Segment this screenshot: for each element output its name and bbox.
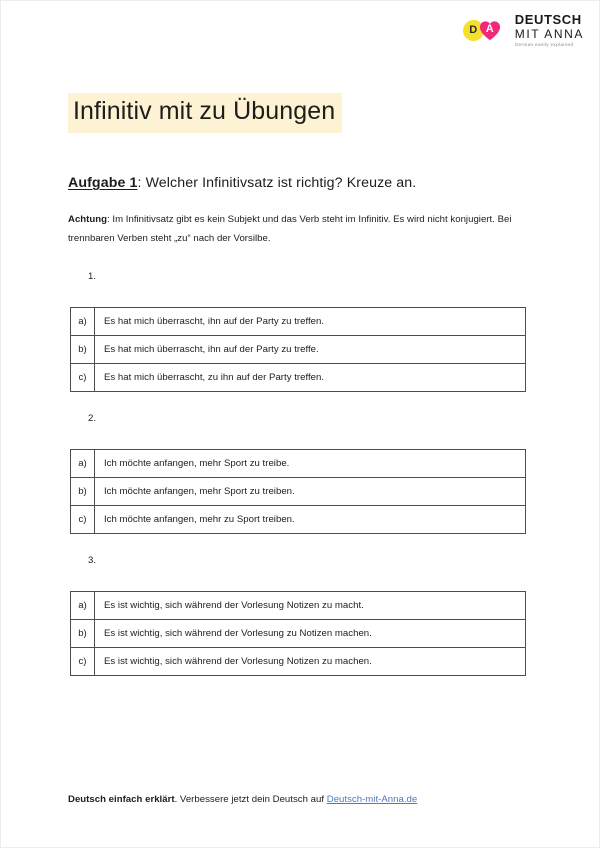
option-text[interactable]: Es hat mich überrascht, zu ihn auf der Party treffen. (95, 364, 526, 392)
logo-marks (463, 16, 509, 44)
option-label: a) (71, 450, 95, 478)
table-row[interactable] (71, 506, 526, 534)
logo-heart-a: A (485, 23, 494, 36)
question-number-1: 1. (88, 271, 97, 282)
table-row[interactable] (71, 620, 526, 648)
question-number-3: 3. (88, 555, 97, 566)
question-3-options (70, 591, 526, 676)
table-row[interactable] (71, 336, 526, 364)
option-text[interactable]: Es hat mich überrascht, ihn auf der Party zu treffe. (95, 336, 526, 364)
option-text[interactable]: Es ist wichtig, sich während der Vorlesung Notizen zu machen. (95, 648, 526, 676)
question-2-options (70, 449, 526, 534)
table-row[interactable] (71, 450, 526, 478)
logo-tagline: German easily explained (514, 42, 574, 47)
option-label: b) (71, 478, 95, 506)
heart-icon (479, 20, 501, 41)
question-number-2: 2. (88, 413, 97, 424)
option-label: b) (71, 336, 95, 364)
attention-text: : Im Infinitivsatz gibt es kein Subjekt und das Verb steht im Infinitiv. Es wird nicht konjugiert. Bei trennbaren Verben steht „zu“ nach der Vorsilbe. (68, 214, 512, 244)
attention-note (68, 211, 532, 248)
table-row[interactable] (71, 592, 526, 620)
logo-line-deutsch: DEUTSCH (514, 12, 582, 27)
page-title-wrap (68, 93, 342, 133)
logo-wordmark (515, 13, 584, 48)
option-text[interactable]: Ich möchte anfangen, mehr Sport zu treiben. (95, 478, 526, 506)
footer-bold-text: Deutsch einfach erklärt (68, 794, 175, 805)
table-row[interactable] (71, 648, 526, 676)
question-1-options (70, 307, 526, 392)
logo-circle-d: D (463, 20, 484, 41)
footer-text: . Verbessere jetzt dein Deutsch auf (174, 794, 327, 805)
option-label: c) (71, 648, 95, 676)
table-row[interactable] (71, 308, 526, 336)
option-label: a) (71, 308, 95, 336)
brand-logo (463, 13, 584, 48)
footer (68, 794, 417, 805)
page-title: Infinitiv mit zu Übungen (68, 93, 342, 133)
option-text[interactable]: Es ist wichtig, sich während der Vorlesung zu Notizen machen. (95, 620, 526, 648)
option-label: a) (71, 592, 95, 620)
option-text[interactable]: Ich möchte anfangen, mehr Sport zu treibe. (95, 450, 526, 478)
table-row[interactable] (71, 478, 526, 506)
task-question: : Welcher Infinitivsatz ist richtig? Kreuze an. (137, 175, 417, 191)
task-heading (68, 175, 416, 191)
logo-line-mit-anna: MIT ANNA (514, 27, 584, 41)
option-text[interactable]: Es hat mich überrascht, ihn auf der Party zu treffen. (95, 308, 526, 336)
task-label: Aufgabe 1 (68, 175, 138, 191)
option-label: c) (71, 506, 95, 534)
option-label: c) (71, 364, 95, 392)
option-label: b) (71, 620, 95, 648)
attention-label: Achtung (68, 214, 108, 225)
option-text[interactable]: Ich möchte anfangen, mehr zu Sport treiben. (95, 506, 526, 534)
footer-link[interactable]: Deutsch-mit-Anna.de (326, 794, 418, 805)
table-row[interactable] (71, 364, 526, 392)
option-text[interactable]: Es ist wichtig, sich während der Vorlesung Notizen zu macht. (95, 592, 526, 620)
